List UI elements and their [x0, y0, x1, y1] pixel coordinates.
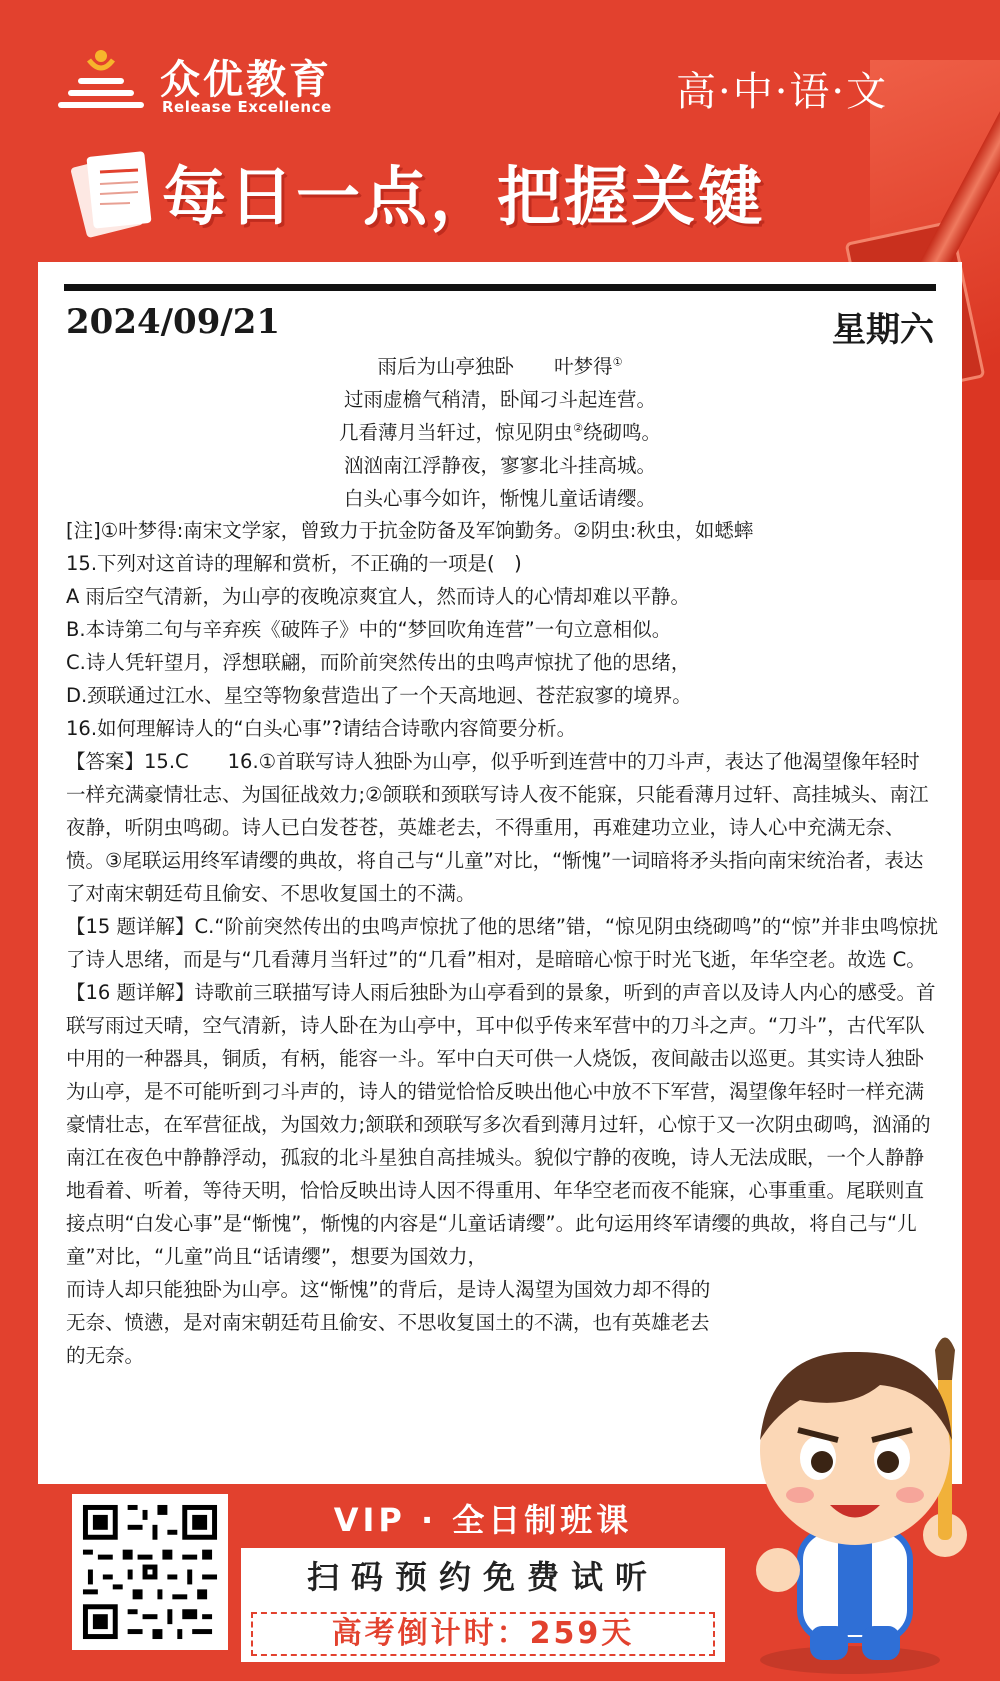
option-b: B.本诗第二句与辛弃疾《破阵子》中的“梦回吹角连营”一句立意相似。 — [66, 618, 672, 641]
scan-cta[interactable]: 扫码预约免费试听 — [241, 1548, 725, 1606]
poem-line: 汹汹南江浮静夜，寥寥北斗挂高城。 — [343, 454, 656, 477]
poem-line: 白头心事今如许，惭愧儿童话请缨。 — [343, 487, 656, 510]
content-card — [38, 262, 962, 1484]
qr-code-icon[interactable] — [72, 1494, 228, 1650]
question-16: 16.如何理解诗人的“白头心事”?请结合诗歌内容简要分析。 — [66, 717, 577, 740]
question-body — [66, 514, 938, 1372]
mascot-boy-icon — [730, 1330, 990, 1680]
poem-line — [38, 416, 962, 449]
option-c: C.诗人凭轩望月，浮想联翩，而阶前突然传出的虫鸣声惊扰了他的思绪， — [66, 651, 691, 674]
countdown-text: 高考倒计时：259天 — [251, 1612, 715, 1656]
option-d: D.颈联通过江水、星空等物象营造出了一个天高地迥、苍茫寂寥的境界。 — [66, 684, 692, 707]
poem-author-note: ① — [612, 355, 623, 369]
question-15: 15.下列对这首诗的理解和赏析，不正确的一项是( ) — [66, 552, 522, 575]
brand-tagline: Release Excellence — [162, 98, 332, 116]
vip-banner: VIP · 全日制班课 — [241, 1492, 725, 1548]
poem-line-part: 绕砌鸣。 — [582, 421, 661, 444]
poem-line: 过雨虚檐气稍清，卧闻刁斗起连营。 — [343, 388, 656, 411]
poem-title: 雨后为山亭独卧 — [377, 355, 515, 378]
header — [0, 0, 1000, 262]
weekday: 星期六 — [832, 310, 934, 350]
poem-author: 叶梦得 — [554, 355, 613, 378]
detail-16: 【16 题详解】诗歌前三联描写诗人雨后独卧为山亭看到的景象，听到的声音以及诗人内心的感受。首联写雨过天晴，空气清新，诗人卧在为山亭中，耳中似乎传来军营中的刀斗之声。“刀斗”，古代军队中用的一种器具，铜质，有柄，能容一斗。军中白天可供一人烧饭，夜间敲击以巡更。其实诗人独卧为山亭，是不可能听到刁斗声的，诗人的错觉恰恰反映出他心中放不下军营，渴望像年轻时一样充满豪情壮志，在军营征战，为国效力;颔联和颈联写多次看到薄月过轩，心惊于又一次阴虫砌鸣，汹涌的南江在夜色中静静浮动，孤寂的北斗星独自高挂城头。貌似宁静的夜晚，诗人无法成眠，一个人静静地看着、听着，等待天明，恰恰反映出诗人因不得重用、年华空老而夜不能寐，心事重重。尾联则直接点明“白发心事”是“惭愧”，惭愧的内容是“儿童话请缨”。此句运用终军请缨的典故，将自己与“儿童”对比，“儿童”尚且“话请缨”，想要为国效力， — [66, 981, 936, 1268]
poem — [38, 350, 962, 515]
poem-title-line — [38, 350, 962, 383]
slogan: 每日一点，把握关键 — [162, 161, 765, 235]
detail-15: 【15 题详解】C.“阶前突然传出的虫鸣声惊扰了他的思绪”错，“惊见阴虫绕砌鸣”的“惊”并非虫鸣惊扰了诗人思绪，而是与“几看薄月当轩过”的“几看”相对，是暗暗心惊于时光飞逝，年华空老。故选 C。 — [66, 915, 938, 971]
brand-name: 众优教育 — [160, 57, 332, 103]
subject-title: 高·中·语·文 — [676, 69, 889, 115]
annotation: [注]①叶梦得:南宋文学家，曾致力于抗金防备及军饷勤务。②阴虫:秋虫，如蟋蟀 — [66, 519, 754, 542]
answer: 【答案】15.C 16.①首联写诗人独卧为山亭，似乎听到连营中的刀斗声，表达了他渴望像年轻时一样充满豪情壮志、为国征战效力;②颌联和颈联写诗人夜不能寐，只能看薄月过轩、高挂城头、南江夜静，听阴虫鸣砌。诗人已白发苍苍，英雄老去，不得重用，再难建功立业，诗人心中充满无奈、愤。③尾联运用终军请缨的典故，将自己与“儿童”对比，“惭愧”一词暗将矛头指向南宋统治者，表达了对南宋朝廷苟且偷安、不思收复国土的不满。 — [66, 750, 929, 905]
poem-line-part: 几看薄月当轩过，惊见阴虫 — [339, 421, 574, 444]
top-divider — [64, 284, 936, 291]
paper-icon — [68, 146, 160, 240]
brand-logo-icon — [56, 46, 146, 116]
date: 2024/09/21 — [66, 302, 281, 342]
detail-16-tail: 而诗人却只能独卧为山亭。这“惭愧”的背后，是诗人渴望为国效力却不得的无奈、愤懑，是对南宋朝廷苟且偷安、不思收复国土的不满，也有英雄老去的无奈。 — [66, 1278, 711, 1367]
poem-line-note: ② — [573, 421, 583, 435]
option-a: A 雨后空气清新，为山亭的夜晚凉爽宜人，然而诗人的心情却难以平静。 — [66, 585, 691, 608]
countdown-box — [241, 1606, 725, 1662]
